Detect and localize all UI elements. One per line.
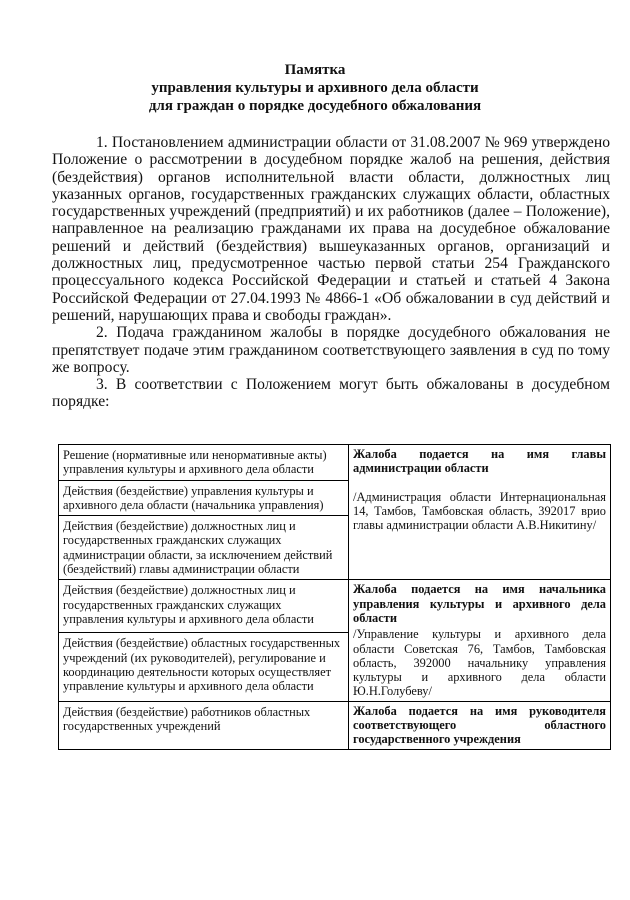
table-cell-left bbox=[59, 701, 349, 749]
document-title: Памятка bbox=[284, 62, 346, 78]
recipient-address: /Администрация области Интернациональная 14, Тамбов, Тамбовская область, 392017 врио главы администрации области А.В.Никитину/ bbox=[353, 489, 606, 533]
paragraph-1: 1. Постановлением администрации области от 31.08.2007 № 969 утверждено Положение о рассмотрении в досудебном порядке жалоб на решения, действия (бездействия) органов исполнительной власти области, должностных лиц указанных органов, государственных гражданских служащих области, областных государственных учреждений (предприятий) и их работников (далее – Положение), направленное на реализацию гражданами их права на досудебное обжалование решений и действий (бездействия) вышеуказанных органов, организаций и должностных лиц, предусмотренное частью первой статьи 254 Гражданского процессуального кодекса Российской Федерации и статьей и статьей 4 Закона Российской Федерации от 27.04.1993 № 4866-1 «Об обжаловании в суд действий и решений, нарушающих права и свободы граждан». bbox=[52, 134, 610, 324]
appeal-table bbox=[58, 444, 611, 750]
recipient-address: /Управление культуры и архивного дела области Советская 76, Тамбов, Тамбовская область, 392000 начальнику управления культуры и архивного дела области Ю.Н.Голубеву/ bbox=[353, 627, 606, 699]
document-subtitle-2: для граждан о порядке досудебного обжалования bbox=[148, 98, 482, 114]
appeal-recipient: Жалоба подается на имя главы администрации области bbox=[353, 447, 606, 476]
appeal-subject: Действия (бездействие) должностных лиц и государственных гражданских служащих администрации области, за исключением действий (бездействий) главы администрации области bbox=[63, 519, 333, 577]
table-row bbox=[59, 701, 611, 749]
document-subtitle-1: управления культуры и архивного дела области bbox=[151, 80, 479, 96]
paragraph-2: 2. Подача гражданином жалобы в порядке досудебного обжалования не препятствует подаче этим гражданином соответствующего заявления в суд по тому же вопросу. bbox=[52, 324, 610, 376]
table-row bbox=[59, 445, 611, 481]
appeal-subject: Решение (нормативные или ненормативные акты) управления культуры и архивного дела области bbox=[63, 448, 327, 477]
document-body bbox=[52, 134, 610, 411]
table-cell-left bbox=[59, 445, 349, 481]
appeal-recipient: Жалоба подается на имя начальника управления культуры и архивного дела области bbox=[353, 582, 606, 625]
appeal-subject: Действия (бездействие) должностных лиц и государственных гражданских служащих управления культуры и архивного дела области bbox=[63, 583, 314, 626]
table-cell-left bbox=[59, 580, 349, 633]
paragraph-3: 3. В соответствии с Положением могут быть обжалованы в досудебном порядке: bbox=[52, 376, 610, 411]
table-row bbox=[59, 580, 611, 633]
table-cell-left bbox=[59, 516, 349, 580]
table-cell-left bbox=[59, 633, 349, 701]
table-cell-right bbox=[349, 445, 611, 580]
table-cell-right bbox=[349, 701, 611, 749]
appeal-subject: Действия (бездействие) управления культуры и архивного дела области (начальника управления) bbox=[63, 483, 324, 512]
table-cell-right bbox=[349, 580, 611, 701]
appeal-subject: Действия (бездействие) работников областных государственных учреждений bbox=[63, 704, 311, 734]
appeal-subject: Действия (бездействие) областных государственных учреждений (их руководителей), регулирование и координацию деятельности которых осуществляет управление культуры и архивного дела области bbox=[63, 636, 341, 694]
appeal-recipient: Жалоба подается на имя руководителя соответствующего областного государственного учреждения bbox=[353, 703, 606, 747]
table-cell-left bbox=[59, 480, 349, 516]
